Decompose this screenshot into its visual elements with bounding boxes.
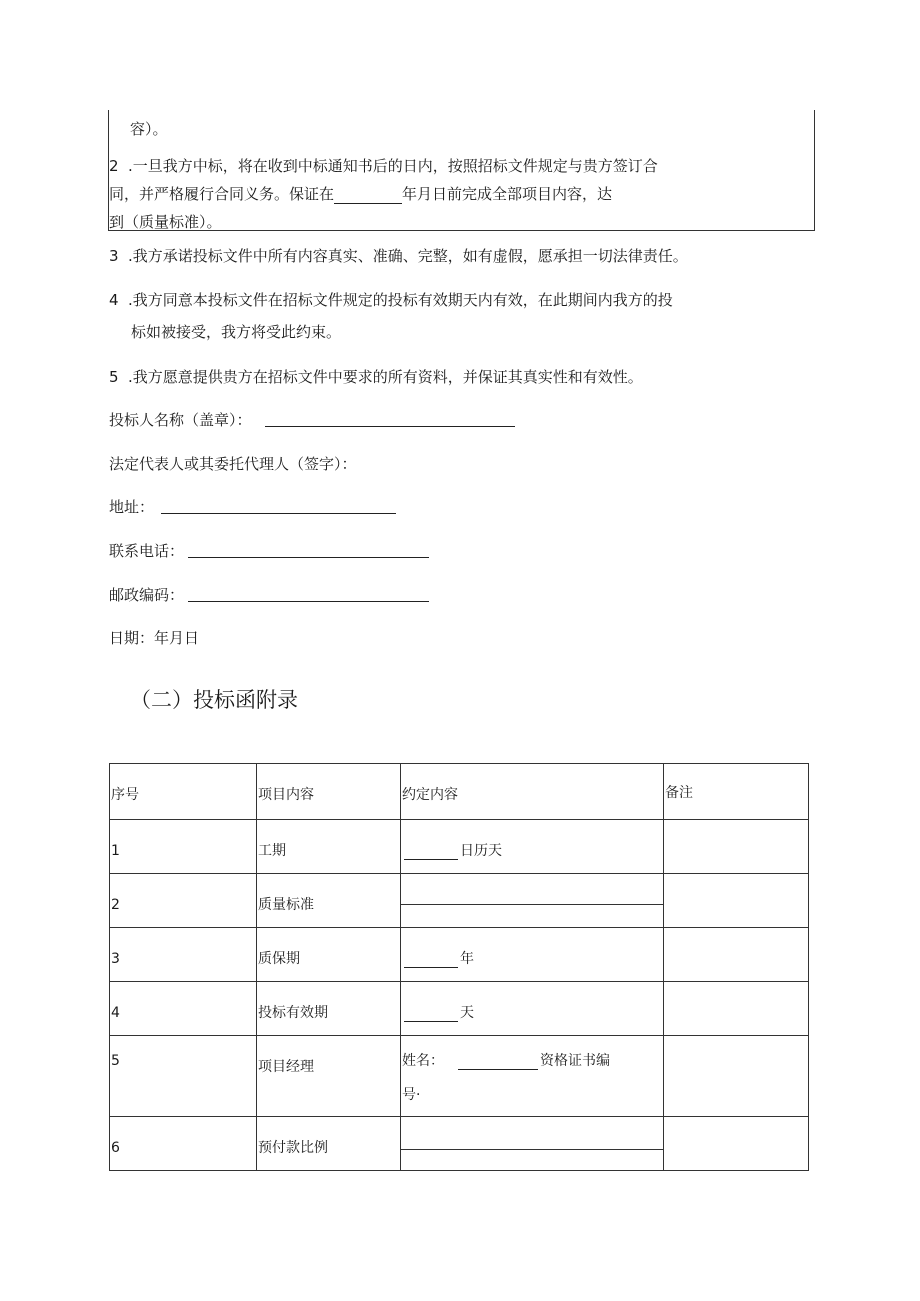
table-row <box>110 1117 809 1171</box>
row-number: 5 <box>110 1036 257 1117</box>
appendix-title: （二）投标函附录 <box>130 688 298 712</box>
row-agreed <box>401 1117 664 1171</box>
row-number: 1 <box>110 820 257 874</box>
header-cell: 约定内容 <box>401 764 664 820</box>
row-number: 2 <box>110 874 257 928</box>
table-row <box>110 928 809 982</box>
item2-number: 2 <box>109 157 119 175</box>
row-remark <box>664 982 809 1036</box>
row-agreed: 天 <box>401 982 664 1036</box>
row-remark <box>664 820 809 874</box>
table-row <box>110 1036 809 1117</box>
validity-blank <box>404 1007 458 1022</box>
row-agreed <box>401 874 664 928</box>
row-agreed: 年 <box>401 928 664 982</box>
postcode-blank <box>188 601 429 602</box>
header-cell: 项目内容 <box>257 764 401 820</box>
date-label: 日期：年月日 <box>109 629 200 647</box>
completion-date-blank <box>334 189 402 204</box>
address-blank <box>161 513 396 514</box>
row-item: 质保期 <box>257 928 401 982</box>
item2-line1: .一旦我方中标，将在收到中标通知书后的日内，按照招标文件规定与贵方签订合 <box>128 157 658 175</box>
duration-blank <box>404 845 458 860</box>
item2-line2-b: 年月日前完成全部项目内容，达 <box>402 185 613 203</box>
row-item: 项目经理 <box>257 1036 401 1117</box>
row-item: 工期 <box>257 820 401 874</box>
item2-line2-a: 同，并严格履行合同义务。保证在 <box>109 185 335 203</box>
row-remark <box>664 1117 809 1171</box>
address-label: 地址： <box>109 498 155 516</box>
item4-number: 4 <box>109 291 119 309</box>
bidder-name-blank <box>265 426 515 427</box>
row-remark <box>664 928 809 982</box>
appendix-table <box>109 763 809 1171</box>
item5-text: .我方愿意提供贵方在招标文件中要求的所有资料，并保证其真实性和有效性。 <box>128 368 643 386</box>
header-cell: 备注 <box>664 764 809 820</box>
postcode-label: 邮政编码： <box>109 586 185 604</box>
table-row <box>110 874 809 928</box>
warranty-blank <box>404 953 458 968</box>
manager-name-blank <box>458 1055 538 1070</box>
table-row <box>110 982 809 1036</box>
quality-standard-line <box>401 904 663 905</box>
phone-blank <box>188 557 429 558</box>
row-remark <box>664 874 809 928</box>
row-item: 质量标准 <box>257 874 401 928</box>
row-number: 3 <box>110 928 257 982</box>
row-item: 投标有效期 <box>257 982 401 1036</box>
bidder-name-label: 投标人名称（盖章）： <box>109 411 252 429</box>
prepayment-line <box>401 1149 663 1150</box>
row-number: 6 <box>110 1117 257 1171</box>
item2-line3: 到（质量标准）。 <box>109 213 222 231</box>
item4-line2: 标如被接受，我方将受此约束。 <box>131 323 342 341</box>
item5-number: 5 <box>109 368 119 386</box>
table-header-row <box>110 764 809 820</box>
item1-tail: 容）。 <box>130 120 168 138</box>
row-agreed: 日历天 <box>401 820 664 874</box>
row-number: 4 <box>110 982 257 1036</box>
item3-text: .我方承诺投标文件中所有内容真实、准确、完整，如有虚假，愿承担一切法律责任。 <box>128 247 688 265</box>
item2-line2 <box>109 184 612 204</box>
legal-rep-label: 法定代表人或其委托代理人（签字）： <box>109 455 357 473</box>
row-remark <box>664 1036 809 1117</box>
header-cell: 序号 <box>110 764 257 820</box>
item3-number: 3 <box>109 247 119 265</box>
phone-label: 联系电话： <box>109 542 185 560</box>
row-item: 预付款比例 <box>257 1117 401 1171</box>
row-agreed: 姓名： 资格证书编 号· <box>401 1036 664 1117</box>
table-row <box>110 820 809 874</box>
item4-line1: .我方同意本投标文件在招标文件规定的投标有效期天内有效，在此期间内我方的投 <box>128 291 673 309</box>
